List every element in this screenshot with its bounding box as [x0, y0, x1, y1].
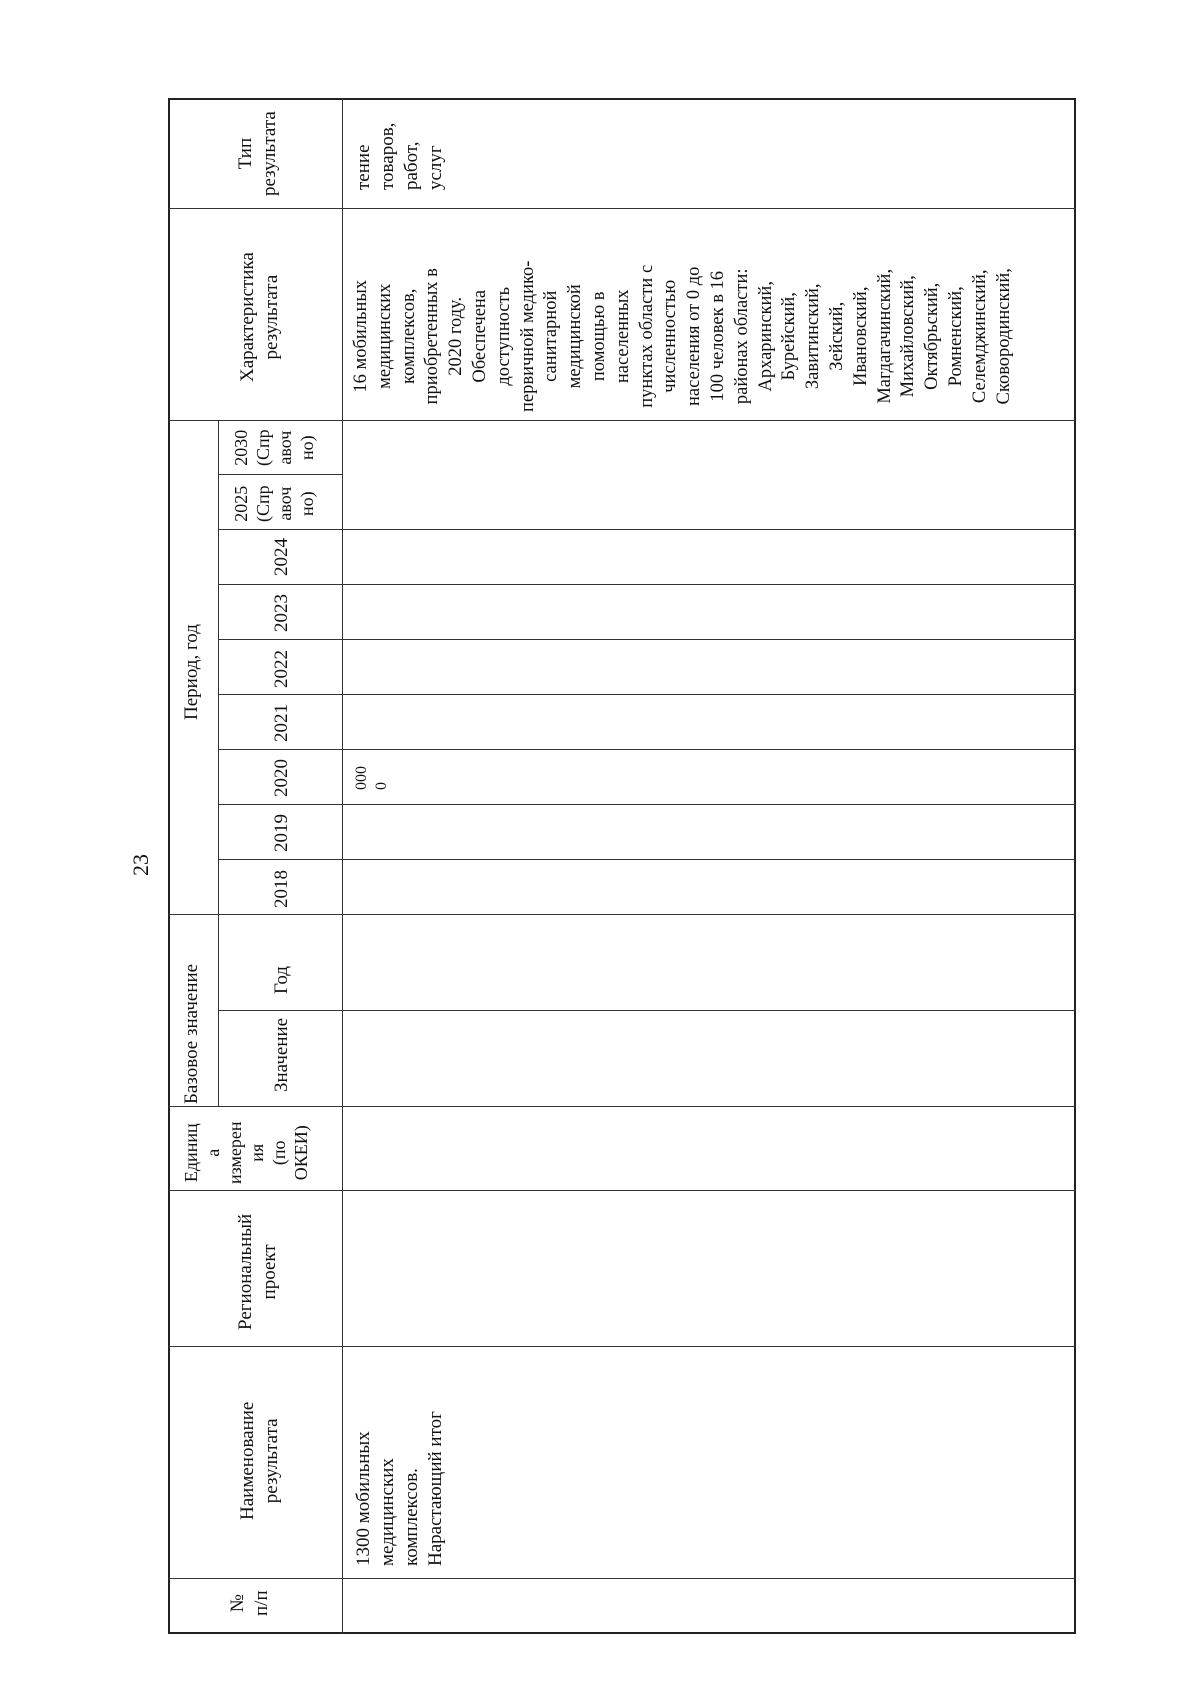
header-year-2019: 2019	[271, 814, 292, 852]
header-characteristic: Характеристика результата	[237, 252, 282, 382]
result-value-2020: 000 0	[353, 766, 390, 790]
divider	[168, 1106, 1076, 1107]
header-regional-project: Региональный проект	[235, 1213, 280, 1330]
page-number: 23	[128, 854, 153, 876]
header-year-2022: 2022	[271, 650, 292, 688]
header-base-value: Базовое значение	[181, 963, 202, 1104]
divider	[168, 208, 1076, 209]
divider	[218, 749, 1076, 750]
header-year-2023: 2023	[271, 594, 292, 632]
header-year-2018: 2018	[271, 870, 292, 908]
header-unit: Единиц а измерен ия (по ОКЕИ)	[181, 1121, 311, 1184]
header-base-value-value: Значение	[271, 1017, 292, 1092]
header-result-name: Наименование результата	[237, 1401, 282, 1520]
divider	[218, 420, 219, 1106]
divider	[218, 639, 1076, 640]
divider	[168, 1190, 1076, 1191]
header-type: Тип результата	[235, 111, 280, 196]
divider	[218, 804, 1076, 805]
divider	[218, 1010, 1076, 1011]
header-year-2030: 2030 (Спр авоч но)	[231, 429, 317, 466]
divider	[218, 474, 342, 475]
header-year-2025: 2025 (Спр авоч но)	[231, 485, 317, 522]
header-year-2020: 2020	[271, 759, 292, 797]
divider	[218, 584, 1076, 585]
result-characteristic: 16 мобильных медицинских комплексов, приобретенных в 2020 году. Обеспечена доступность первичной медико- санитарной медицинской помощью в населенных пунктах области с численностью населения от 0 до 100 человек в 16 районах области: Архаринский, Бурейский, Завитинский, Зейский, Ивановский, Магдагачинский, Михайловский, Октябрьский, Ромненский, Селемджинский, Сковородинский,	[351, 260, 1014, 412]
result-name: 1300 мобильных медицинских комплексов. Нарастающий итог	[353, 1411, 446, 1566]
header-year-2021: 2021	[271, 704, 292, 742]
header-period: Период, год	[181, 624, 202, 720]
divider	[218, 529, 1076, 530]
divider	[168, 914, 1076, 915]
divider	[218, 694, 1076, 695]
divider	[218, 859, 1076, 860]
header-year-2024: 2024	[271, 538, 292, 576]
result-type: тение товаров, работ, услуг	[353, 122, 446, 190]
divider	[168, 1346, 1076, 1347]
header-num: № п/п	[227, 1590, 272, 1616]
divider	[168, 1578, 1076, 1579]
divider	[168, 420, 1076, 421]
header-base-year: Год	[271, 966, 292, 994]
divider	[342, 98, 343, 1634]
